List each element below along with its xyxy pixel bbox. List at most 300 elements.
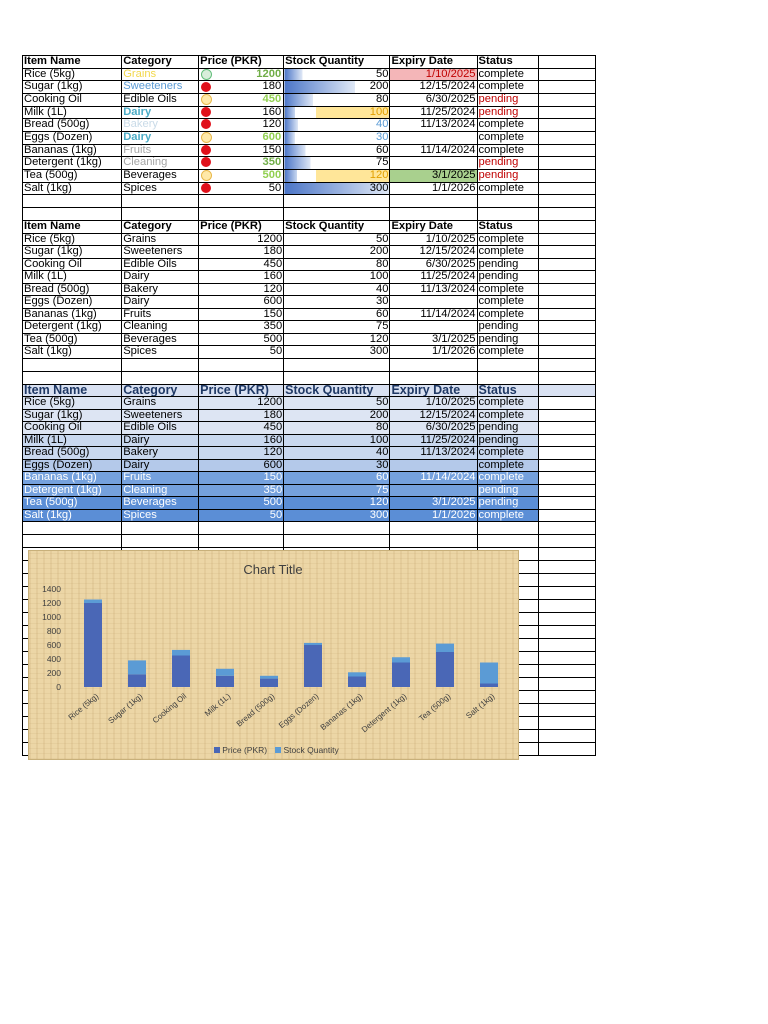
stock-cell[interactable]: 300	[284, 509, 390, 522]
status-cell[interactable]: complete	[477, 119, 539, 132]
stock-cell[interactable]: 50	[284, 233, 390, 246]
category-cell[interactable]: Fruits	[122, 144, 199, 157]
empty-cell[interactable]	[539, 434, 596, 447]
category-cell[interactable]: Grains	[122, 68, 199, 81]
empty-cell[interactable]	[284, 535, 390, 548]
empty-cell[interactable]	[539, 358, 596, 371]
expiry-cell[interactable]: 11/25/2024	[390, 434, 477, 447]
empty-cell[interactable]	[539, 561, 596, 574]
price-bar[interactable]	[392, 663, 410, 688]
empty-cell[interactable]	[23, 358, 122, 371]
empty-cell[interactable]	[539, 665, 596, 678]
category-cell[interactable]: Beverages	[122, 497, 199, 510]
status-cell[interactable]: pending	[477, 106, 539, 119]
price-cell[interactable]	[199, 93, 284, 106]
status-cell[interactable]: complete	[477, 447, 539, 460]
category-cell[interactable]: Edible Oils	[122, 93, 199, 106]
empty-cell[interactable]	[539, 459, 596, 472]
item-name-cell[interactable]: Cooking Oil	[23, 422, 122, 435]
category-cell[interactable]: Spices	[122, 182, 199, 195]
status-cell[interactable]: complete	[477, 397, 539, 410]
empty-cell[interactable]	[477, 358, 539, 371]
column-header[interactable]: Stock Quantity	[284, 384, 390, 397]
category-cell[interactable]: Sweeteners	[122, 409, 199, 422]
category-cell[interactable]: Dairy	[122, 434, 199, 447]
item-name-cell[interactable]: Detergent (1kg)	[23, 321, 122, 334]
empty-cell[interactable]	[539, 371, 596, 384]
category-cell[interactable]: Bakery	[122, 447, 199, 460]
empty-cell[interactable]	[539, 600, 596, 613]
stock-cell[interactable]: 300	[284, 346, 390, 359]
price-cell[interactable]: 120	[199, 283, 284, 296]
item-name-cell[interactable]: Sugar (1kg)	[23, 81, 122, 94]
status-cell[interactable]: complete	[477, 509, 539, 522]
empty-cell[interactable]	[539, 119, 596, 132]
stock-cell[interactable]: 60	[284, 144, 390, 157]
empty-cell[interactable]	[199, 371, 284, 384]
empty-cell[interactable]	[539, 195, 596, 208]
empty-cell[interactable]	[539, 639, 596, 652]
item-name-cell[interactable]: Salt (1kg)	[23, 346, 122, 359]
empty-cell[interactable]	[284, 208, 390, 221]
status-cell[interactable]: complete	[477, 296, 539, 309]
expiry-cell[interactable]: 6/30/2025	[390, 422, 477, 435]
expiry-cell[interactable]	[390, 484, 477, 497]
item-name-cell[interactable]: Sugar (1kg)	[23, 409, 122, 422]
price-bar[interactable]	[84, 603, 102, 687]
stock-cell[interactable]: 30	[284, 459, 390, 472]
price-cell[interactable]	[199, 119, 284, 132]
empty-cell[interactable]	[539, 743, 596, 756]
status-cell[interactable]: complete	[477, 144, 539, 157]
expiry-cell[interactable]	[390, 459, 477, 472]
empty-cell[interactable]	[390, 195, 477, 208]
item-name-cell[interactable]: Salt (1kg)	[23, 182, 122, 195]
expiry-cell[interactable]: 11/25/2024	[390, 271, 477, 284]
stock-cell[interactable]: 300	[284, 182, 390, 195]
category-cell[interactable]: Dairy	[122, 296, 199, 309]
empty-cell[interactable]	[539, 717, 596, 730]
expiry-cell[interactable]: 11/13/2024	[390, 119, 477, 132]
column-header[interactable]: Price (PKR)	[199, 221, 284, 234]
item-name-cell[interactable]: Bananas (1kg)	[23, 308, 122, 321]
item-name-cell[interactable]: Tea (500g)	[23, 169, 122, 182]
category-cell[interactable]: Cleaning	[122, 484, 199, 497]
empty-cell[interactable]	[539, 497, 596, 510]
stock-cell[interactable]: 60	[284, 308, 390, 321]
item-name-cell[interactable]: Bananas (1kg)	[23, 144, 122, 157]
expiry-cell[interactable]: 1/10/2025	[390, 233, 477, 246]
item-name-cell[interactable]: Eggs (Dozen)	[23, 131, 122, 144]
empty-cell[interactable]	[539, 333, 596, 346]
price-cell[interactable]: 500	[199, 333, 284, 346]
empty-cell[interactable]	[539, 208, 596, 221]
stock-cell[interactable]: 200	[284, 409, 390, 422]
category-cell[interactable]: Fruits	[122, 308, 199, 321]
stock-cell[interactable]: 120	[284, 333, 390, 346]
category-cell[interactable]: Spices	[122, 346, 199, 359]
item-name-cell[interactable]: Cooking Oil	[23, 93, 122, 106]
column-header[interactable]: Stock Quantity	[284, 56, 390, 69]
column-header[interactable]: Category	[122, 56, 199, 69]
price-cell[interactable]: 350	[199, 484, 284, 497]
empty-cell[interactable]	[539, 233, 596, 246]
status-cell[interactable]: complete	[477, 308, 539, 321]
item-name-cell[interactable]: Eggs (Dozen)	[23, 459, 122, 472]
status-cell[interactable]: pending	[477, 333, 539, 346]
price-cell[interactable]: 450	[199, 258, 284, 271]
stock-bar[interactable]	[392, 657, 410, 662]
price-cell[interactable]	[199, 81, 284, 94]
price-cell[interactable]	[199, 131, 284, 144]
empty-cell[interactable]	[539, 535, 596, 548]
price-cell[interactable]: 160	[199, 271, 284, 284]
stock-cell[interactable]: 40	[284, 283, 390, 296]
status-cell[interactable]: pending	[477, 271, 539, 284]
empty-cell[interactable]	[284, 358, 390, 371]
price-bar[interactable]	[216, 676, 234, 687]
column-header[interactable]: Price (PKR)	[199, 56, 284, 69]
empty-cell[interactable]	[539, 106, 596, 119]
empty-cell[interactable]	[539, 484, 596, 497]
empty-cell[interactable]	[539, 283, 596, 296]
expiry-cell[interactable]	[390, 321, 477, 334]
empty-cell[interactable]	[539, 704, 596, 717]
category-cell[interactable]: Dairy	[122, 459, 199, 472]
expiry-cell[interactable]: 1/1/2026	[390, 346, 477, 359]
category-cell[interactable]: Dairy	[122, 271, 199, 284]
empty-cell[interactable]	[23, 535, 122, 548]
stock-bar[interactable]	[260, 676, 278, 679]
category-cell[interactable]: Beverages	[122, 333, 199, 346]
price-cell[interactable]: 120	[199, 447, 284, 460]
price-cell[interactable]: 180	[199, 246, 284, 259]
category-cell[interactable]: Edible Oils	[122, 258, 199, 271]
price-cell[interactable]	[199, 68, 284, 81]
price-cell[interactable]: 50	[199, 346, 284, 359]
empty-cell[interactable]	[477, 208, 539, 221]
price-cell[interactable]	[199, 106, 284, 119]
category-cell[interactable]: Dairy	[122, 131, 199, 144]
category-cell[interactable]: Grains	[122, 233, 199, 246]
empty-cell[interactable]	[539, 144, 596, 157]
status-cell[interactable]: pending	[477, 157, 539, 170]
stock-bar[interactable]	[304, 643, 322, 645]
item-name-cell[interactable]: Rice (5kg)	[23, 68, 122, 81]
status-cell[interactable]: pending	[477, 434, 539, 447]
stock-cell[interactable]: 50	[284, 68, 390, 81]
empty-cell[interactable]	[539, 587, 596, 600]
expiry-cell[interactable]: 12/15/2024	[390, 409, 477, 422]
stock-cell[interactable]: 200	[284, 81, 390, 94]
empty-cell[interactable]	[539, 246, 596, 259]
stock-cell[interactable]: 75	[284, 157, 390, 170]
empty-cell[interactable]	[539, 271, 596, 284]
price-bar[interactable]	[436, 652, 454, 687]
empty-cell[interactable]	[390, 208, 477, 221]
stock-cell[interactable]: 30	[284, 131, 390, 144]
status-cell[interactable]: pending	[477, 169, 539, 182]
empty-cell[interactable]	[122, 371, 199, 384]
empty-cell[interactable]	[539, 522, 596, 535]
price-cell[interactable]	[199, 144, 284, 157]
empty-cell[interactable]	[284, 522, 390, 535]
category-cell[interactable]: Edible Oils	[122, 422, 199, 435]
empty-cell[interactable]	[23, 195, 122, 208]
empty-cell[interactable]	[477, 371, 539, 384]
stock-cell[interactable]: 40	[284, 447, 390, 460]
status-cell[interactable]: complete	[477, 81, 539, 94]
category-cell[interactable]: Spices	[122, 509, 199, 522]
item-name-cell[interactable]: Milk (1L)	[23, 106, 122, 119]
empty-cell[interactable]	[539, 472, 596, 485]
empty-cell[interactable]	[539, 397, 596, 410]
expiry-cell[interactable]	[390, 157, 477, 170]
item-name-cell[interactable]: Cooking Oil	[23, 258, 122, 271]
item-name-cell[interactable]: Bananas (1kg)	[23, 472, 122, 485]
expiry-cell[interactable]: 6/30/2025	[390, 258, 477, 271]
category-cell[interactable]: Cleaning	[122, 321, 199, 334]
column-header[interactable]: Category	[122, 221, 199, 234]
column-header[interactable]: Price (PKR)	[199, 384, 284, 397]
expiry-cell[interactable]: 3/1/2025	[390, 497, 477, 510]
empty-cell[interactable]	[539, 652, 596, 665]
stock-cell[interactable]: 100	[284, 434, 390, 447]
price-cell[interactable]	[199, 182, 284, 195]
empty-cell[interactable]	[539, 221, 596, 234]
status-cell[interactable]: complete	[477, 233, 539, 246]
empty-cell[interactable]	[199, 535, 284, 548]
empty-cell[interactable]	[539, 182, 596, 195]
stock-cell[interactable]: 50	[284, 397, 390, 410]
empty-cell[interactable]	[390, 522, 477, 535]
empty-cell[interactable]	[539, 346, 596, 359]
stock-bar[interactable]	[172, 650, 190, 656]
category-cell[interactable]: Fruits	[122, 472, 199, 485]
status-cell[interactable]: complete	[477, 472, 539, 485]
empty-cell[interactable]	[122, 522, 199, 535]
expiry-cell[interactable]: 6/30/2025	[390, 93, 477, 106]
column-header[interactable]: Expiry Date	[390, 384, 477, 397]
column-header[interactable]: Status	[477, 56, 539, 69]
price-cell[interactable]: 180	[199, 409, 284, 422]
stock-cell[interactable]: 100	[284, 271, 390, 284]
category-cell[interactable]: Bakery	[122, 119, 199, 132]
item-name-cell[interactable]: Eggs (Dozen)	[23, 296, 122, 309]
empty-cell[interactable]	[199, 522, 284, 535]
empty-cell[interactable]	[199, 358, 284, 371]
status-cell[interactable]: pending	[477, 422, 539, 435]
price-cell[interactable]: 150	[199, 472, 284, 485]
empty-cell[interactable]	[539, 296, 596, 309]
price-cell[interactable]: 600	[199, 296, 284, 309]
category-cell[interactable]: Sweeteners	[122, 81, 199, 94]
empty-cell[interactable]	[539, 691, 596, 704]
expiry-cell[interactable]: 12/15/2024	[390, 246, 477, 259]
price-cell[interactable]	[199, 157, 284, 170]
empty-cell[interactable]	[539, 81, 596, 94]
empty-cell[interactable]	[284, 371, 390, 384]
item-name-cell[interactable]: Tea (500g)	[23, 497, 122, 510]
empty-cell[interactable]	[23, 208, 122, 221]
price-cell[interactable]: 450	[199, 422, 284, 435]
price-cell[interactable]: 1200	[199, 233, 284, 246]
item-name-cell[interactable]: Bread (500g)	[23, 119, 122, 132]
empty-cell[interactable]	[539, 447, 596, 460]
category-cell[interactable]: Sweeteners	[122, 246, 199, 259]
empty-cell[interactable]	[539, 509, 596, 522]
price-bar[interactable]	[348, 677, 366, 688]
stock-cell[interactable]: 80	[284, 258, 390, 271]
price-cell[interactable]: 150	[199, 308, 284, 321]
expiry-cell[interactable]: 1/10/2025	[390, 397, 477, 410]
empty-cell[interactable]	[539, 93, 596, 106]
expiry-cell[interactable]: 3/1/2025	[390, 333, 477, 346]
stock-cell[interactable]: 80	[284, 422, 390, 435]
empty-cell[interactable]	[199, 208, 284, 221]
item-name-cell[interactable]: Rice (5kg)	[23, 397, 122, 410]
stock-bar[interactable]	[128, 660, 146, 674]
stock-bar[interactable]	[84, 600, 102, 604]
status-cell[interactable]: pending	[477, 321, 539, 334]
expiry-cell[interactable]	[390, 131, 477, 144]
status-cell[interactable]: pending	[477, 258, 539, 271]
empty-cell[interactable]	[390, 371, 477, 384]
status-cell[interactable]: pending	[477, 93, 539, 106]
empty-cell[interactable]	[539, 321, 596, 334]
empty-cell[interactable]	[539, 548, 596, 561]
item-name-cell[interactable]: Tea (500g)	[23, 333, 122, 346]
empty-cell[interactable]	[23, 371, 122, 384]
stock-bar[interactable]	[436, 644, 454, 652]
stock-cell[interactable]: 100	[284, 106, 390, 119]
empty-cell[interactable]	[539, 422, 596, 435]
stock-cell[interactable]: 30	[284, 296, 390, 309]
status-cell[interactable]: complete	[477, 246, 539, 259]
column-header[interactable]: Expiry Date	[390, 56, 477, 69]
status-cell[interactable]: complete	[477, 182, 539, 195]
column-header[interactable]: Item Name	[23, 221, 122, 234]
expiry-cell[interactable]: 11/13/2024	[390, 447, 477, 460]
category-cell[interactable]: Cleaning	[122, 157, 199, 170]
price-bar[interactable]	[172, 656, 190, 688]
empty-cell[interactable]	[539, 56, 596, 69]
expiry-cell[interactable]: 11/14/2024	[390, 472, 477, 485]
status-cell[interactable]: complete	[477, 68, 539, 81]
price-cell[interactable]: 500	[199, 497, 284, 510]
empty-cell[interactable]	[539, 157, 596, 170]
stock-bar[interactable]	[216, 669, 234, 676]
category-cell[interactable]: Dairy	[122, 106, 199, 119]
status-cell[interactable]: complete	[477, 459, 539, 472]
price-cell[interactable]: 1200	[199, 397, 284, 410]
status-cell[interactable]: pending	[477, 484, 539, 497]
expiry-cell[interactable]: 1/1/2026	[390, 509, 477, 522]
empty-cell[interactable]	[284, 195, 390, 208]
empty-cell[interactable]	[477, 522, 539, 535]
empty-cell[interactable]	[539, 258, 596, 271]
column-header[interactable]: Status	[477, 384, 539, 397]
status-cell[interactable]: complete	[477, 131, 539, 144]
stock-cell[interactable]: 120	[284, 169, 390, 182]
expiry-cell[interactable]: 1/10/2025	[390, 68, 477, 81]
empty-cell[interactable]	[122, 535, 199, 548]
stock-cell[interactable]: 75	[284, 484, 390, 497]
stock-cell[interactable]: 120	[284, 497, 390, 510]
empty-cell[interactable]	[122, 195, 199, 208]
item-name-cell[interactable]: Salt (1kg)	[23, 509, 122, 522]
category-cell[interactable]: Beverages	[122, 169, 199, 182]
expiry-cell[interactable]: 12/15/2024	[390, 81, 477, 94]
status-cell[interactable]: complete	[477, 346, 539, 359]
stock-cell[interactable]: 40	[284, 119, 390, 132]
column-header[interactable]: Item Name	[23, 56, 122, 69]
status-cell[interactable]: pending	[477, 497, 539, 510]
item-name-cell[interactable]: Sugar (1kg)	[23, 246, 122, 259]
empty-cell[interactable]	[539, 678, 596, 691]
empty-cell[interactable]	[539, 574, 596, 587]
empty-cell[interactable]	[539, 131, 596, 144]
price-cell[interactable]: 50	[199, 509, 284, 522]
item-name-cell[interactable]: Rice (5kg)	[23, 233, 122, 246]
empty-cell[interactable]	[539, 169, 596, 182]
item-name-cell[interactable]: Bread (500g)	[23, 283, 122, 296]
empty-cell[interactable]	[539, 613, 596, 626]
expiry-cell[interactable]: 1/1/2026	[390, 182, 477, 195]
stock-cell[interactable]: 75	[284, 321, 390, 334]
empty-cell[interactable]	[539, 626, 596, 639]
status-cell[interactable]: complete	[477, 409, 539, 422]
price-bar[interactable]	[304, 645, 322, 687]
empty-cell[interactable]	[122, 208, 199, 221]
empty-cell[interactable]	[390, 535, 477, 548]
price-cell[interactable]: 160	[199, 434, 284, 447]
status-cell[interactable]: complete	[477, 283, 539, 296]
column-header[interactable]: Stock Quantity	[284, 221, 390, 234]
expiry-cell[interactable]	[390, 296, 477, 309]
price-cell[interactable]: 350	[199, 321, 284, 334]
empty-cell[interactable]	[539, 409, 596, 422]
empty-cell[interactable]	[390, 358, 477, 371]
column-header[interactable]: Item Name	[23, 384, 122, 397]
item-name-cell[interactable]: Bread (500g)	[23, 447, 122, 460]
stock-cell[interactable]: 80	[284, 93, 390, 106]
item-name-cell[interactable]: Detergent (1kg)	[23, 157, 122, 170]
empty-cell[interactable]	[539, 384, 596, 397]
expiry-cell[interactable]: 11/13/2024	[390, 283, 477, 296]
column-header[interactable]: Category	[122, 384, 199, 397]
empty-cell[interactable]	[199, 195, 284, 208]
expiry-cell[interactable]: 11/14/2024	[390, 144, 477, 157]
category-cell[interactable]: Grains	[122, 397, 199, 410]
price-bar[interactable]	[480, 684, 498, 688]
empty-cell[interactable]	[539, 68, 596, 81]
stock-bar[interactable]	[348, 672, 366, 676]
category-cell[interactable]: Bakery	[122, 283, 199, 296]
expiry-cell[interactable]: 11/25/2024	[390, 106, 477, 119]
expiry-cell[interactable]: 3/1/2025	[390, 169, 477, 182]
empty-cell[interactable]	[477, 195, 539, 208]
empty-cell[interactable]	[477, 535, 539, 548]
column-header[interactable]: Expiry Date	[390, 221, 477, 234]
column-header[interactable]: Status	[477, 221, 539, 234]
expiry-cell[interactable]: 11/14/2024	[390, 308, 477, 321]
price-cell[interactable]	[199, 169, 284, 182]
item-name-cell[interactable]: Milk (1L)	[23, 271, 122, 284]
empty-cell[interactable]	[539, 730, 596, 743]
stacked-bar-chart[interactable]	[28, 550, 519, 760]
empty-cell[interactable]	[122, 358, 199, 371]
